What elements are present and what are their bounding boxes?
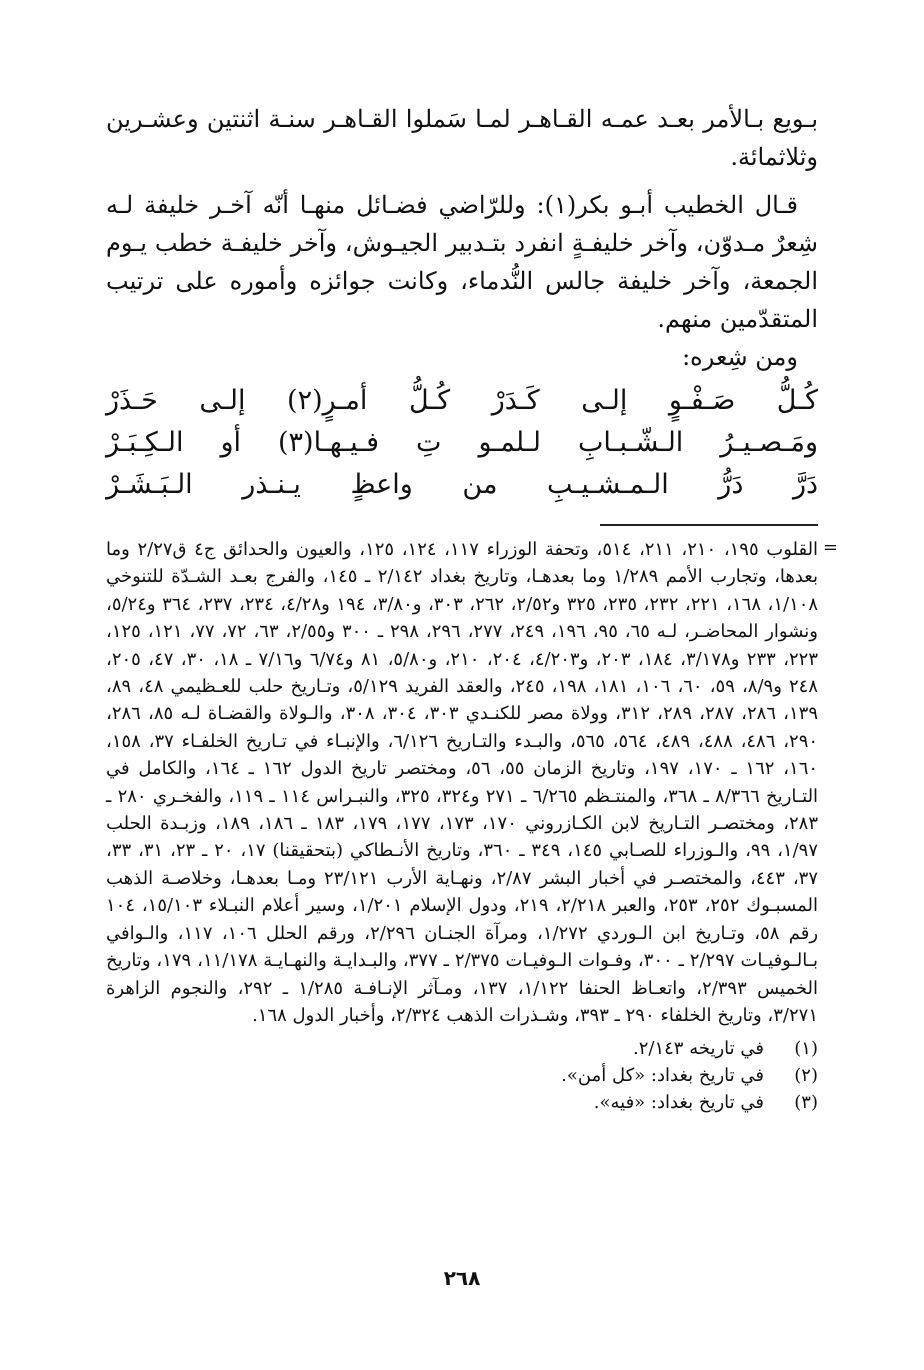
footnote-sources [106, 536, 838, 1029]
poem [106, 380, 818, 506]
note-text: في تاريخ بغداد: «كل أمن». [561, 1065, 764, 1087]
poem-word: دَرُّ [718, 469, 744, 500]
poem-word: أو [220, 427, 241, 458]
poem-line-1 [106, 380, 818, 422]
footnote-divider-wrap [106, 506, 818, 536]
poem-word: إلـى [581, 385, 628, 416]
note-number: (٣) [794, 1092, 818, 1114]
paragraph-2: قـال الخطيب أبـو بكر(١): وللرّاضي فضـائل منهـا أنّه آخـر خليفة لـه شِعرٌ مـدوّن، وآخر خليفـةٍ انفرد بتـدبير الجيـوش، وآخر خليفـة خطب يـوم الجمعة، وآخر خليفة جالس النُّدماء، وكانت جوائزه وأموره على ترتيب المتقدّمين منهم. [106, 191, 818, 333]
poem-word: واعظٍ [350, 469, 413, 500]
numbered-notes [106, 1035, 818, 1116]
poem-word: الـكِـبَـرْ [106, 427, 184, 458]
note-number: (١) [794, 1038, 818, 1060]
poem-word: دَرَّ [792, 469, 818, 500]
continuation-mark: = [822, 537, 838, 558]
note-item [106, 1035, 818, 1062]
poem-word: الـشّـبـابِ [577, 427, 684, 458]
poem-word: صَـفْـوٍ [668, 385, 736, 416]
main-text [106, 100, 818, 376]
poem-word: يـنـذر [242, 469, 301, 500]
note-text: في تاريخ بغداد: «فيه». [593, 1092, 764, 1114]
poem-line-3 [106, 464, 818, 506]
paragraph-1: بـويع بـالأمر بعـد عمـه القـاهـر لمـا سَملوا القـاهـر سنـة اثنتين وعشـرين وثلاثمائة. [106, 105, 818, 171]
poem-word: كُـلُّ [408, 385, 451, 416]
note-number: (٢) [794, 1065, 818, 1087]
note-item [106, 1089, 818, 1116]
poem-word: إلـى [199, 385, 246, 416]
poem-line-2 [106, 422, 818, 464]
poem-word: أمـرٍ(٢) [287, 385, 368, 416]
poem-word: تِ [416, 427, 442, 458]
poem-intro: ومن شِعره: [682, 343, 798, 371]
poem-word: الـمـشـيـبِ [546, 469, 669, 500]
poem-word: لـلمـو [478, 427, 541, 458]
note-item [106, 1062, 818, 1089]
poem-word: من [462, 469, 498, 500]
poem-word: حَـذَرْ [106, 385, 158, 416]
footnote-divider [600, 524, 818, 526]
poem-word: فـيـهـا(٣) [277, 427, 380, 458]
poem-word: كُـلُّ [776, 385, 818, 416]
poem-word: كَـدَرْ [491, 385, 540, 416]
page-body [106, 100, 838, 1116]
poem-word: الـبَـشَـرْ [106, 469, 193, 500]
page-number: ٢٦٨ [443, 1266, 481, 1290]
footnote-sources-text: القلوب ١٩٥، ٢١٠، ٢١١، ٥١٤، وتحفة الوزراء ١١٧، ١٢٤، ١٢٥، والعيون والحدائق ج٤ ق٢/٢٧ وما بعدها، وتجارب الأمم ١/٢٨٩ وما بعدهـا، وتاريخ بغداد ٢/١٤٢ ـ ١٤٥، والفرج بعـد الشـدّة للتنوخي ١/١٠٨، ١٦٨، ٢٢١، ٢٣٢، ٢٣٥، ٣٢٥ و٢/٥٢، ٢٦٢، ٣٠٣، و٣/٨٠، ١٩٤ و٤/٢٨، ٢٣٤، ٢٣٧، ٣٦٤ و٥/٢٤، ونشوار المحاضـر، لـه ٦٥، ٩٥، ١٩٦، ٢٤٩، ٢٧٧، ٢٩٦، ٢٩٨ ـ ٣٠٠ و٢/٥٥، ٦٣، ٧٢، ٧٧، ١٢١، ١٢٥، ٢٢٣، ٢٣٣ و٣/١٧٨، ١٨٤، ٢٠٣، و٤/٢٠٣، ٢٠٤، ٢١٠، و٥/٨٠، ٨١ و٦/٧٤ و٧/١٦ ـ ١٨، ٣٠، ٤٧، ٢٠٥، ٢٤٨ و٨/٩، ٥٩، ٦٠، ١٠٦، ١٨١، ١٩٨، ٢٤٥، والعقد الفريد ٥/١٢٩، وتـاريخ حلب للعـظيمي ٤٨، ٨٩، ١٣٩، ٢٨٦، ٢٨٧، ٢٨٩، ٣١٢، وولاة مصر للكنـدي ٣٠٣، ٣٠٤، ٣٠٨، والـولاة والقضـاة لـه ٨٥، ٢٨٦، ٢٩٠، ٤٨٦، ٤٨٨، ٤٨٩، ٥٦٤، ٥٦٥، والبـدء والتـاريخ ٦/١٢٦، والإنبـاء في تـاريخ الخلفـاء ٣٧، ١٥٨، ١٦٠، ١٦٢ ـ ١٧٠، ١٩٧، وتاريخ الزمان ٥٥، ٥٦، ومختصر تاريخ الدول ١٦٢ ـ ١٦٤، والكامل في التـاريخ ٨/٣٦٦ ـ ٣٦٨، والمنتـظم ٦/٢٦٥ ـ ٢٧١ و٣٢٤، ٣٢٥، والنبـراس ١١٤ ـ ١١٩، والفخـري ٢٨٠ ـ ٢٨٣، ومختصـر التـاريخ لابن الكـازروني ١٧٠، ١٧٣، ١٧٧، ١٧٩، ١٨٣ ـ ١٨٦، ١٨٩، وزبـدة الحلب ١/٩٧، ٩٩، والـوزراء للصـابي ١٤٥، ٣٤٩ ـ ٣٦٠، وتاريخ الأنـطاكي (بتحقيقنا) ١٧، ٢٠ ـ ٢٣، ٣١، ٣٣، ٣٧، ٤٤٣، والمختصـر في أخبار البشر ٢/٨٧، ونهـاية الأرب ٢٣/١٢١ ومـا بعدهـا، وخلاصـة الذهب المسبـوك ٢٥٢، ٢٥٣، والعبر ٢/٢١٨، ٢١٩، ودول الإسلام ١/٢٠١، وسير أعلام النبـلاء ١٥/١٠٣، ١٠٤ رقم ٥٨، وتـاريخ ابن الـوردي ١/٢٧٢، ومرآة الجنـان ٢/٢٩٦، ورقم الحلل ١٠٦، ١١٧، والـوافي بـالـوفيـات ٢/٢٩٧ ـ ٣٠٠، وفـوات الـوفيـات ٢/٣٧٥ ـ ٣٧٧، والبـدايـة والنهـايـة ١١/١٧٨، ١٧٩، وتاريخ الخميس ٢/٣٩٣، واتعـاظ الحنفا ١/١٢٢، ١٣٧، ومـآثر الإنـافـة ١/٢٨٥ ـ ٢٩٢، والنجوم الزاهرة ٣/٢٧١، وتاريخ الخلفاء ٢٩٠ ـ ٣٩٣، وشـذرات الذهب ٢/٣٢٤، وأخبار الدول ١٦٨. [106, 539, 819, 1026]
note-text: في تاريخه ٢/١٤٣. [632, 1038, 764, 1060]
poem-word: ومَـصـيـرُ [720, 427, 818, 458]
